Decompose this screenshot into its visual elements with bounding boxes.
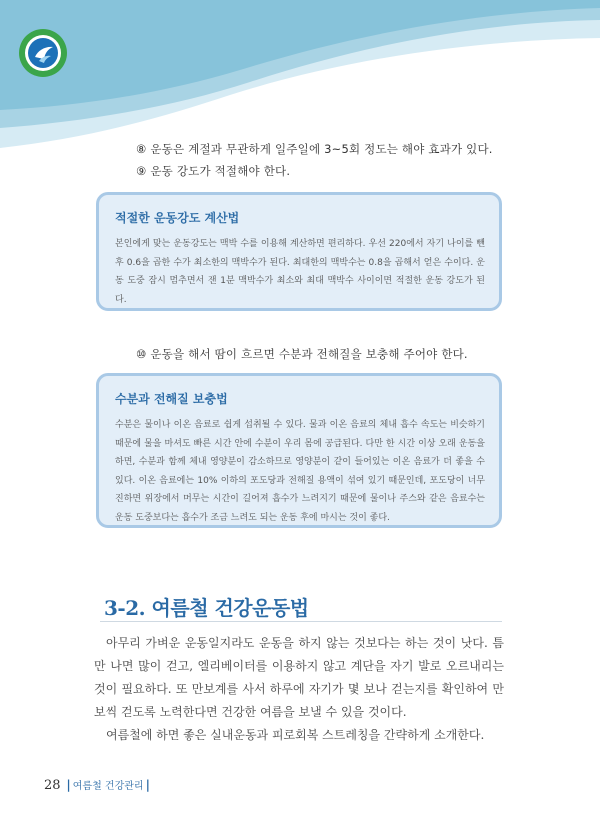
section-heading: 3-2. 여름철 건강운동법 <box>104 596 309 620</box>
header-wave-decoration <box>0 0 600 150</box>
logo-icon <box>18 28 68 78</box>
page-number: 28 <box>44 778 61 793</box>
paragraph: 여름철에 하면 좋은 실내운동과 피로회복 스트레칭을 간략하게 소개한다. <box>106 728 485 742</box>
footer-separator: | <box>66 778 71 792</box>
paragraph: 아무리 가벼운 운동일지라도 운동을 하지 않는 것보다는 하는 것이 낫다. 틈만 나면 많이 걷고, 엘리베이터를 이용하지 않고 계단을 자기 발로 오르내리는 것이 필요하다. 또 만보계를 사서 하루에 자기가 몇 보나 걷는지를 확인하여 만보씩 걷도록 노력한다면 건강한 여름을 보낼 수 있을 것이다. <box>94 636 504 719</box>
info-box-title: 수분과 전해질 보충법 <box>115 392 228 406</box>
list-item-8: ⑧ 운동은 계절과 무관하게 일주일에 3~5회 정도는 해야 효과가 있다. <box>136 142 493 156</box>
page-footer <box>44 777 152 793</box>
footer-separator: | <box>145 778 150 792</box>
info-box-title: 적절한 운동강도 계산법 <box>115 211 240 225</box>
list-item-10: ⑩ 운동을 해서 땀이 흐르면 수분과 전해질을 보충해 주어야 한다. <box>136 347 468 361</box>
info-box-body: 수분은 물이나 이온 음료로 쉽게 섭취될 수 있다. 물과 이온 음료의 체내 흡수 속도는 비슷하기 때문에 물을 마셔도 빠른 시간 안에 수분이 우리 몸에 공급된다. 다만 한 시간 이상 오래 운동을 하면, 수분과 함께 체내 영양분이 감소하므로 영양분이 같이 들어있는 이온 음료가 더 좋을 수 있다. 이온 음료에는 10% 이하의 포도당과 전해질 용액이 섞여 있기 때문인데, 포도당이 너무 진하면 위장에서 머무는 시간이 길어져 흡수가 느려지기 때문에 물이나 주스와 같은 음료수는 운동 도중보다는 흡수가 조금 느려도 되는 운동 후에 마시는 것이 좋다. <box>115 420 485 523</box>
body-text <box>94 632 504 747</box>
running-title: 여름철 건강관리 <box>72 781 144 792</box>
info-box-body: 본인에게 맞는 운동강도는 맥박 수를 이용해 계산하면 편리하다. 우선 220에서 자기 나이를 뺀 후 0.6을 곱한 수가 최소한의 맥박수가 된다. 최대한의 맥박수는 0.8을 곱해서 얻은 수이다. 운동 도중 잠시 멈추면서 잰 1분 맥박수가 최소와 최대 맥박수 사이이면 적절한 운동 강도가 된다. <box>115 239 485 305</box>
info-box-exercise-intensity <box>96 192 502 311</box>
list-item-9: ⑨ 운동 강도가 적절해야 한다. <box>136 164 291 178</box>
section-divider <box>100 621 502 622</box>
info-box-hydration <box>96 373 502 528</box>
